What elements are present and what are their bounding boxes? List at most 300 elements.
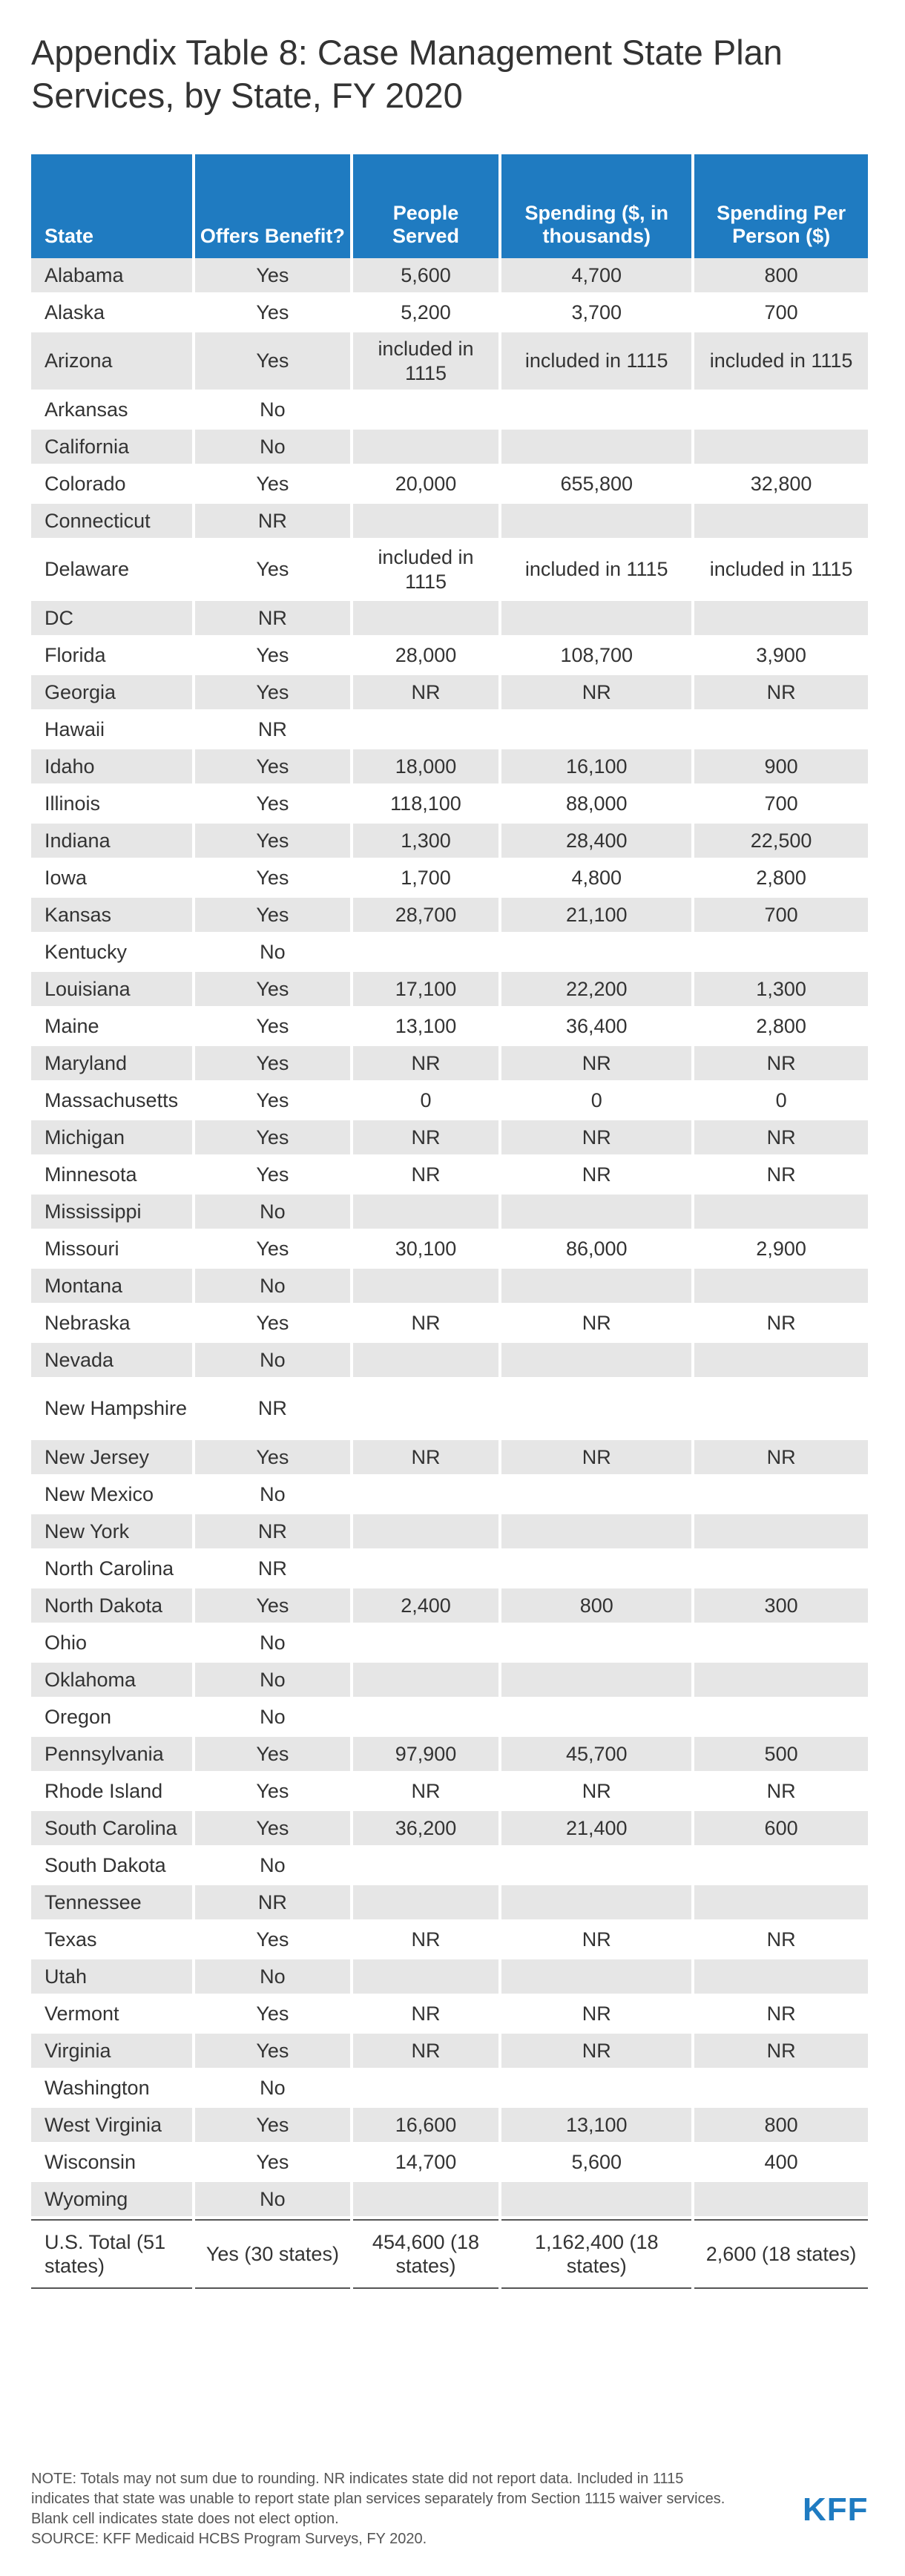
cell-state: Florida — [31, 638, 192, 675]
cell-spending-per-person: 300 — [694, 1588, 868, 1626]
cell-people-served: NR — [353, 1046, 499, 1083]
table-row — [31, 1737, 868, 1774]
cell-spending-per-person: 800 — [694, 258, 868, 295]
cell-spending — [501, 712, 691, 749]
cell-spending — [501, 430, 691, 467]
cell-people-served — [353, 504, 499, 541]
cell-offers-benefit: No — [195, 935, 349, 972]
cell-people-served — [353, 1626, 499, 1663]
cell-people-served: NR — [353, 1997, 499, 2034]
source-text: SOURCE: KFF Medicaid HCBS Program Surveys, FY 2020. — [31, 2531, 427, 2547]
cell-spending-per-person: 700 — [694, 786, 868, 824]
cell-people-served: NR — [353, 1120, 499, 1157]
table-row — [31, 504, 868, 541]
table-row — [31, 1157, 868, 1195]
cell-offers-benefit: Yes — [195, 258, 349, 295]
cell-spending-per-person — [694, 1269, 868, 1306]
cell-offers-benefit: No — [195, 2071, 349, 2108]
cell-offers-benefit: Yes — [195, 1588, 349, 1626]
cell-spending-per-person: NR — [694, 1306, 868, 1343]
cell-state: Colorado — [31, 467, 192, 504]
cell-people-served — [353, 2182, 499, 2219]
cell-offers-benefit: No — [195, 430, 349, 467]
table-row — [31, 1811, 868, 1848]
cell-state: Delaware — [31, 541, 192, 601]
total-label: U.S. Total (51 states) — [31, 2219, 192, 2289]
cell-state: Arizona — [31, 332, 192, 392]
cell-spending: NR — [501, 1922, 691, 1959]
cell-offers-benefit: Yes — [195, 1811, 349, 1848]
cell-people-served: 5,200 — [353, 295, 499, 332]
cell-spending-per-person — [694, 430, 868, 467]
cell-offers-benefit: Yes — [195, 332, 349, 392]
table-row — [31, 898, 868, 935]
cell-spending-per-person — [694, 1551, 868, 1588]
cell-spending: NR — [501, 1997, 691, 2034]
cell-state: Massachusetts — [31, 1083, 192, 1120]
table-row — [31, 1997, 868, 2034]
cell-offers-benefit: Yes — [195, 638, 349, 675]
table-row — [31, 675, 868, 712]
cell-people-served — [353, 1848, 499, 1885]
cell-offers-benefit: No — [195, 1959, 349, 1997]
footnote — [31, 2469, 743, 2549]
cell-people-served: included in 1115 — [353, 541, 499, 601]
cell-spending-per-person — [694, 1885, 868, 1922]
cell-spending — [501, 2182, 691, 2219]
table-row — [31, 1477, 868, 1514]
cell-spending: NR — [501, 1120, 691, 1157]
cell-offers-benefit: Yes — [195, 824, 349, 861]
table-row — [31, 1380, 868, 1440]
cell-spending-per-person: 2,800 — [694, 861, 868, 898]
table-row — [31, 295, 868, 332]
cell-people-served: 118,100 — [353, 786, 499, 824]
cell-spending: 36,400 — [501, 1009, 691, 1046]
column-header-state: State — [31, 154, 192, 258]
cell-state: Pennsylvania — [31, 1737, 192, 1774]
cell-spending-per-person: 3,900 — [694, 638, 868, 675]
cell-offers-benefit: NR — [195, 1885, 349, 1922]
cell-state: Wyoming — [31, 2182, 192, 2219]
cell-offers-benefit: Yes — [195, 2034, 349, 2071]
table-row — [31, 601, 868, 638]
cell-spending — [501, 1380, 691, 1440]
cell-spending-per-person — [694, 601, 868, 638]
cell-spending-per-person: 800 — [694, 2108, 868, 2145]
cell-spending: NR — [501, 2034, 691, 2071]
cell-spending: NR — [501, 675, 691, 712]
cell-people-served: 20,000 — [353, 467, 499, 504]
cell-spending-per-person: 0 — [694, 1083, 868, 1120]
cell-people-served: 28,700 — [353, 898, 499, 935]
cell-spending — [501, 1663, 691, 1700]
cell-state: Washington — [31, 2071, 192, 2108]
cell-people-served: 28,000 — [353, 638, 499, 675]
page-title: Appendix Table 8: Case Management State Plan Services, by State, FY 2020 — [31, 33, 783, 115]
cell-state: Iowa — [31, 861, 192, 898]
total-spending: 1,162,400 (18 states) — [501, 2219, 691, 2289]
cell-people-served — [353, 1551, 499, 1588]
table-row — [31, 1269, 868, 1306]
note-text: NOTE: Totals may not sum due to rounding. NR indicates state did not report data. Included in 1115 indicates that state was unable to report state plan services separately from Section 1115 waiver services. Blank cell indicates state does not elect option. — [31, 2471, 725, 2527]
table-row — [31, 638, 868, 675]
table-row — [31, 1306, 868, 1343]
cell-state: South Carolina — [31, 1811, 192, 1848]
cell-spending — [501, 601, 691, 638]
table-row — [31, 1046, 868, 1083]
cell-spending — [501, 1848, 691, 1885]
cell-people-served — [353, 1959, 499, 1997]
data-table — [28, 154, 871, 2289]
cell-state: Connecticut — [31, 504, 192, 541]
cell-state: Oklahoma — [31, 1663, 192, 1700]
cell-offers-benefit: Yes — [195, 1232, 349, 1269]
cell-people-served — [353, 1663, 499, 1700]
cell-offers-benefit: Yes — [195, 2108, 349, 2145]
cell-state: Nevada — [31, 1343, 192, 1380]
cell-spending — [501, 1514, 691, 1551]
cell-spending — [501, 1885, 691, 1922]
table-row — [31, 1700, 868, 1737]
cell-state: Tennessee — [31, 1885, 192, 1922]
cell-state: Idaho — [31, 749, 192, 786]
cell-state: Missouri — [31, 1232, 192, 1269]
cell-state: North Carolina — [31, 1551, 192, 1588]
cell-offers-benefit: Yes — [195, 1774, 349, 1811]
cell-spending-per-person: NR — [694, 1440, 868, 1477]
cell-spending: 5,600 — [501, 2145, 691, 2182]
cell-state: Maryland — [31, 1046, 192, 1083]
cell-state: North Dakota — [31, 1588, 192, 1626]
cell-people-served — [353, 1343, 499, 1380]
cell-spending: 21,100 — [501, 898, 691, 935]
cell-spending — [501, 1626, 691, 1663]
cell-spending-per-person — [694, 935, 868, 972]
cell-people-served: NR — [353, 2034, 499, 2071]
cell-offers-benefit: Yes — [195, 861, 349, 898]
cell-spending-per-person — [694, 392, 868, 430]
cell-offers-benefit: No — [195, 1195, 349, 1232]
cell-spending: 86,000 — [501, 1232, 691, 1269]
cell-people-served — [353, 392, 499, 430]
table-row — [31, 2145, 868, 2182]
cell-spending — [501, 1700, 691, 1737]
cell-offers-benefit: Yes — [195, 2145, 349, 2182]
table-row — [31, 2108, 868, 2145]
table-row — [31, 749, 868, 786]
cell-offers-benefit: No — [195, 1626, 349, 1663]
table-body — [31, 258, 868, 2289]
table-row — [31, 1343, 868, 1380]
cell-spending — [501, 1477, 691, 1514]
cell-offers-benefit: No — [195, 1477, 349, 1514]
cell-people-served: 30,100 — [353, 1232, 499, 1269]
cell-offers-benefit: NR — [195, 504, 349, 541]
table-row — [31, 861, 868, 898]
table-row — [31, 1626, 868, 1663]
cell-people-served: NR — [353, 1157, 499, 1195]
cell-offers-benefit: No — [195, 1269, 349, 1306]
cell-spending-per-person: 500 — [694, 1737, 868, 1774]
cell-state: Minnesota — [31, 1157, 192, 1195]
cell-offers-benefit: Yes — [195, 786, 349, 824]
cell-spending: 28,400 — [501, 824, 691, 861]
cell-spending-per-person: included in 1115 — [694, 332, 868, 392]
cell-people-served: NR — [353, 1922, 499, 1959]
table-row — [31, 1922, 868, 1959]
cell-offers-benefit: Yes — [195, 1440, 349, 1477]
cell-state: Oregon — [31, 1700, 192, 1737]
cell-people-served: NR — [353, 1306, 499, 1343]
cell-offers-benefit: NR — [195, 1551, 349, 1588]
cell-state: Texas — [31, 1922, 192, 1959]
cell-spending-per-person: 32,800 — [694, 467, 868, 504]
cell-spending: 108,700 — [501, 638, 691, 675]
cell-spending-per-person: 1,300 — [694, 972, 868, 1009]
table-row — [31, 1663, 868, 1700]
cell-state: Illinois — [31, 786, 192, 824]
cell-state: New Hampshire — [31, 1380, 192, 1440]
cell-state: Virginia — [31, 2034, 192, 2071]
cell-state: Rhode Island — [31, 1774, 192, 1811]
cell-spending: 4,800 — [501, 861, 691, 898]
cell-spending-per-person: 700 — [694, 295, 868, 332]
column-header-people-served: People Served — [353, 154, 499, 258]
cell-offers-benefit: Yes — [195, 541, 349, 601]
cell-spending-per-person: NR — [694, 1046, 868, 1083]
cell-state: Vermont — [31, 1997, 192, 2034]
cell-people-served: 1,300 — [353, 824, 499, 861]
cell-state: Maine — [31, 1009, 192, 1046]
cell-offers-benefit: No — [195, 2182, 349, 2219]
table-row — [31, 2034, 868, 2071]
cell-state: Indiana — [31, 824, 192, 861]
cell-spending-per-person: 900 — [694, 749, 868, 786]
cell-offers-benefit: Yes — [195, 898, 349, 935]
cell-people-served — [353, 1195, 499, 1232]
cell-spending: 22,200 — [501, 972, 691, 1009]
cell-people-served — [353, 935, 499, 972]
cell-people-served: 36,200 — [353, 1811, 499, 1848]
cell-offers-benefit: Yes — [195, 675, 349, 712]
cell-offers-benefit: Yes — [195, 1157, 349, 1195]
cell-offers-benefit: Yes — [195, 749, 349, 786]
cell-spending: included in 1115 — [501, 541, 691, 601]
cell-spending-per-person: NR — [694, 1774, 868, 1811]
cell-offers-benefit: Yes — [195, 1997, 349, 2034]
cell-spending-per-person — [694, 1195, 868, 1232]
cell-people-served — [353, 1700, 499, 1737]
cell-offers-benefit: Yes — [195, 1009, 349, 1046]
header-row — [31, 154, 868, 258]
cell-offers-benefit: No — [195, 1700, 349, 1737]
cell-offers-benefit: No — [195, 1663, 349, 1700]
table-row — [31, 824, 868, 861]
table-row — [31, 332, 868, 392]
cell-spending — [501, 1551, 691, 1588]
cell-state: Michigan — [31, 1120, 192, 1157]
cell-people-served: 2,400 — [353, 1588, 499, 1626]
cell-spending-per-person — [694, 1663, 868, 1700]
table-row — [31, 392, 868, 430]
cell-state: Kansas — [31, 898, 192, 935]
cell-people-served: 5,600 — [353, 258, 499, 295]
cell-spending-per-person: NR — [694, 1922, 868, 1959]
cell-people-served — [353, 1514, 499, 1551]
cell-state: DC — [31, 601, 192, 638]
cell-people-served: 16,600 — [353, 2108, 499, 2145]
cell-spending-per-person — [694, 1477, 868, 1514]
total-row — [31, 2219, 868, 2289]
cell-spending-per-person: 400 — [694, 2145, 868, 2182]
cell-people-served: 14,700 — [353, 2145, 499, 2182]
cell-people-served — [353, 1380, 499, 1440]
cell-spending-per-person: 22,500 — [694, 824, 868, 861]
cell-spending-per-person: 2,800 — [694, 1009, 868, 1046]
cell-people-served: NR — [353, 1774, 499, 1811]
cell-spending-per-person: 600 — [694, 1811, 868, 1848]
table-row — [31, 786, 868, 824]
cell-offers-benefit: NR — [195, 601, 349, 638]
cell-spending-per-person — [694, 1343, 868, 1380]
cell-spending: NR — [501, 1046, 691, 1083]
cell-people-served: 17,100 — [353, 972, 499, 1009]
cell-spending: 0 — [501, 1083, 691, 1120]
table-row — [31, 1588, 868, 1626]
cell-spending-per-person — [694, 1848, 868, 1885]
cell-spending-per-person: NR — [694, 675, 868, 712]
cell-people-served — [353, 430, 499, 467]
cell-state: Hawaii — [31, 712, 192, 749]
cell-offers-benefit: Yes — [195, 1306, 349, 1343]
cell-state: Alabama — [31, 258, 192, 295]
cell-spending-per-person — [694, 2182, 868, 2219]
table-row — [31, 541, 868, 601]
table-row — [31, 712, 868, 749]
cell-spending: 45,700 — [501, 1737, 691, 1774]
table-row — [31, 1848, 868, 1885]
cell-state: New Mexico — [31, 1477, 192, 1514]
cell-spending — [501, 1959, 691, 1997]
total-spending-per-person: 2,600 (18 states) — [694, 2219, 868, 2289]
cell-spending: NR — [501, 1440, 691, 1477]
table-row — [31, 1551, 868, 1588]
cell-spending-per-person: NR — [694, 1120, 868, 1157]
cell-state: New Jersey — [31, 1440, 192, 1477]
table-header — [31, 154, 868, 258]
cell-spending-per-person: 700 — [694, 898, 868, 935]
cell-offers-benefit: NR — [195, 1380, 349, 1440]
table-row — [31, 430, 868, 467]
cell-state: West Virginia — [31, 2108, 192, 2145]
cell-spending — [501, 2071, 691, 2108]
table-row — [31, 935, 868, 972]
cell-state: Utah — [31, 1959, 192, 1997]
data-table-container — [31, 154, 874, 2289]
table-row — [31, 2071, 868, 2108]
cell-state: Ohio — [31, 1626, 192, 1663]
column-header-offers-benefit: Offers Benefit? — [195, 154, 349, 258]
cell-offers-benefit: NR — [195, 1514, 349, 1551]
cell-spending-per-person — [694, 2071, 868, 2108]
table-row — [31, 1959, 868, 1997]
cell-spending: 3,700 — [501, 295, 691, 332]
cell-people-served — [353, 1477, 499, 1514]
cell-spending-per-person — [694, 1959, 868, 1997]
table-row — [31, 1514, 868, 1551]
cell-people-served: 1,700 — [353, 861, 499, 898]
table-row — [31, 467, 868, 504]
cell-spending: NR — [501, 1774, 691, 1811]
cell-offers-benefit: Yes — [195, 1922, 349, 1959]
table-row — [31, 1774, 868, 1811]
table-row — [31, 1885, 868, 1922]
cell-spending-per-person — [694, 1514, 868, 1551]
cell-spending — [501, 1269, 691, 1306]
cell-state: Alaska — [31, 295, 192, 332]
cell-spending — [501, 1343, 691, 1380]
cell-spending: 88,000 — [501, 786, 691, 824]
cell-spending-per-person — [694, 1626, 868, 1663]
cell-spending: NR — [501, 1157, 691, 1195]
cell-people-served — [353, 712, 499, 749]
table-row — [31, 1120, 868, 1157]
cell-people-served: NR — [353, 1440, 499, 1477]
cell-offers-benefit: Yes — [195, 972, 349, 1009]
cell-offers-benefit: Yes — [195, 295, 349, 332]
cell-people-served: 0 — [353, 1083, 499, 1120]
cell-state: Georgia — [31, 675, 192, 712]
cell-spending-per-person — [694, 1380, 868, 1440]
table-row — [31, 1083, 868, 1120]
cell-offers-benefit: No — [195, 392, 349, 430]
table-row — [31, 1232, 868, 1269]
cell-spending-per-person: NR — [694, 1157, 868, 1195]
cell-people-served — [353, 1269, 499, 1306]
cell-spending — [501, 392, 691, 430]
cell-offers-benefit: Yes — [195, 467, 349, 504]
cell-offers-benefit: Yes — [195, 1046, 349, 1083]
cell-state: Wisconsin — [31, 2145, 192, 2182]
cell-offers-benefit: NR — [195, 712, 349, 749]
cell-state: Kentucky — [31, 935, 192, 972]
cell-people-served: 13,100 — [353, 1009, 499, 1046]
cell-spending — [501, 1195, 691, 1232]
column-header-spending-per-person: Spending Per Person ($) — [694, 154, 868, 258]
cell-offers-benefit: No — [195, 1343, 349, 1380]
total-people-served: 454,600 (18 states) — [353, 2219, 499, 2289]
cell-state: New York — [31, 1514, 192, 1551]
table-row — [31, 972, 868, 1009]
cell-spending: included in 1115 — [501, 332, 691, 392]
cell-spending-per-person — [694, 504, 868, 541]
cell-people-served — [353, 601, 499, 638]
cell-spending — [501, 504, 691, 541]
cell-spending-per-person: NR — [694, 1997, 868, 2034]
cell-state: Arkansas — [31, 392, 192, 430]
cell-people-served: 18,000 — [353, 749, 499, 786]
cell-spending-per-person — [694, 1700, 868, 1737]
cell-offers-benefit: Yes — [195, 1083, 349, 1120]
cell-state: South Dakota — [31, 1848, 192, 1885]
cell-spending: 800 — [501, 1588, 691, 1626]
cell-state: Mississippi — [31, 1195, 192, 1232]
cell-spending-per-person: NR — [694, 2034, 868, 2071]
cell-people-served: included in 1115 — [353, 332, 499, 392]
cell-offers-benefit: Yes — [195, 1737, 349, 1774]
cell-spending — [501, 935, 691, 972]
